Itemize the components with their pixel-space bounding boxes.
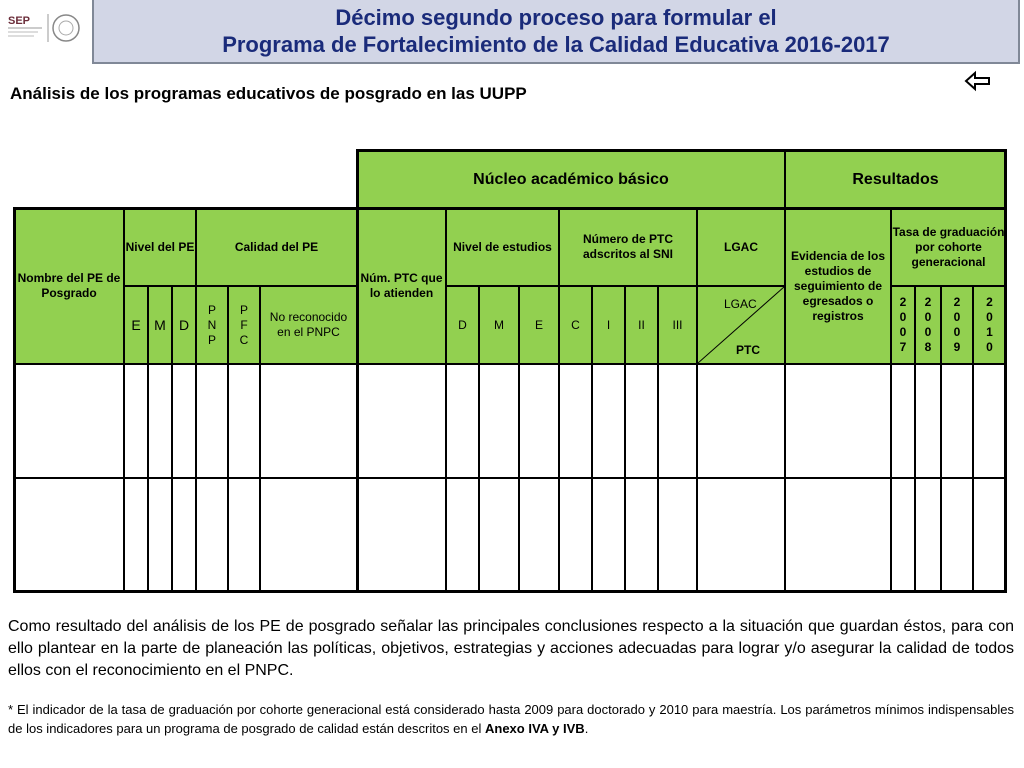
ptc-diagonal-label: PTC: [736, 343, 760, 357]
header-num-ptc: Núm. PTC que lo atienden: [357, 208, 446, 364]
table-cell: [592, 478, 625, 592]
group-nucleo-academico: Núcleo académico básico: [357, 150, 785, 208]
subheader-pfc: P F C: [228, 286, 260, 364]
header-ptc-sni: Número de PTC adscritos al SNI: [559, 208, 697, 286]
subheader-year-2007: 2 0 0 7: [891, 286, 915, 364]
table-cell: [519, 364, 559, 478]
table-cell: [124, 478, 148, 592]
table-cell: [148, 478, 172, 592]
table-cell: [625, 364, 658, 478]
table-cell: [148, 364, 172, 478]
subheader-sni-iii: III: [658, 286, 697, 364]
table-cell: [479, 364, 519, 478]
footnote-annex: Anexo IVA y IVB: [484, 721, 585, 736]
footnote-end: .: [584, 721, 589, 736]
logo-text: SEP: [8, 15, 31, 27]
header-lgac: LGAC: [697, 208, 785, 286]
group-resultados: Resultados: [785, 150, 1006, 208]
subheader-year-2009: 2 0 0 9: [941, 286, 973, 364]
table-cell: [446, 364, 479, 478]
title-banner: [92, 0, 1020, 64]
page-subtitle: Análisis de los programas educativos de posgrado en las UUPP: [10, 84, 527, 103]
subheader-estudios-m: M: [479, 286, 519, 364]
subheader-lgac-ptc: [697, 286, 785, 364]
table-cell: [625, 478, 658, 592]
header-tasa-graduacion: Tasa de graduación por cohorte generacional: [891, 208, 1006, 286]
subheader-estudios-e: E: [519, 286, 559, 364]
subheader-estudios-d: D: [446, 286, 479, 364]
lgac-diagonal-label: LGAC: [724, 297, 757, 311]
table-cell: [891, 364, 915, 478]
header-nivel-estudios: Nivel de estudios: [446, 208, 559, 286]
subheader-no-reconocido: No reconocido en el PNPC: [260, 286, 357, 364]
header-nivel-pe: Nivel del PE: [124, 208, 196, 286]
table-cell: [697, 364, 785, 478]
table-cell: [124, 364, 148, 478]
subheader-year-2010: 2 0 1 0: [973, 286, 1006, 364]
table-cell: [891, 478, 915, 592]
subheader-sni-ii: II: [625, 286, 658, 364]
table-cell: [228, 478, 260, 592]
table-cell: [785, 364, 891, 478]
table-cell: [592, 364, 625, 478]
table-cell: [172, 478, 196, 592]
subheader-nivel-m: M: [148, 286, 172, 364]
table-cell: [941, 364, 973, 478]
conclusion-paragraph: Como resultado del análisis de los PE de posgrado señalar las principales conclusiones respecto a la situación que guardan éstos, para con ello plantear en la parte de planeación las políticas, objetivos, estrategias y acciones adecuadas para lograr y/o asegurar la calidad de todos ellos con el reconocimiento en el PNPC.: [8, 618, 1014, 679]
table-cell: [260, 478, 357, 592]
table-cell: [559, 478, 592, 592]
sep-logo: [4, 8, 90, 48]
subheader-sni-c: C: [559, 286, 592, 364]
table-cell: [785, 478, 891, 592]
footnote-text: * El indicador de la tasa de graduación por cohorte generacional está considerado hasta 2009 para doctorado y 2010 para maestría. Los parámetros mínimos indispensables de los indicadores para un programa de posgrado de calidad están descritos en el: [8, 702, 1014, 736]
subheader-nivel-e: E: [124, 286, 148, 364]
table-cell: [973, 364, 1006, 478]
table-cell: [172, 364, 196, 478]
table-cell: [228, 364, 260, 478]
header-nombre-pe: Nombre del PE de Posgrado: [14, 208, 124, 364]
table-cell: [196, 364, 228, 478]
title-line-2: Programa de Fortalecimiento de la Calidad Educativa 2016-2017: [222, 32, 890, 57]
table-cell: [357, 364, 446, 478]
back-arrow-icon[interactable]: [964, 70, 992, 92]
table-cell: [915, 364, 941, 478]
header-evidencia: Evidencia de los estudios de seguimiento de egresados o registros: [785, 208, 891, 364]
table-cell: [915, 478, 941, 592]
table-cell: [658, 364, 697, 478]
table-cell: [973, 478, 1006, 592]
table-cell: [519, 478, 559, 592]
subheader-year-2008: 2 0 0 8: [915, 286, 941, 364]
subheader-nivel-d: D: [172, 286, 196, 364]
table-cell: [446, 478, 479, 592]
table-cell: [697, 478, 785, 592]
table-cell: [14, 364, 124, 478]
table-cell: [658, 478, 697, 592]
header-calidad-pe: Calidad del PE: [196, 208, 357, 286]
table-cell: [357, 478, 446, 592]
subheader-sni-i: I: [592, 286, 625, 364]
table-cell: [14, 478, 124, 592]
table-cell: [260, 364, 357, 478]
table-cell: [479, 478, 519, 592]
title-line-1: Décimo segundo proceso para formular el: [335, 5, 777, 30]
subheader-pnp: P N P: [196, 286, 228, 364]
footnote: [8, 700, 1014, 738]
table-cell: [941, 478, 973, 592]
table-cell: [196, 478, 228, 592]
table-cell: [559, 364, 592, 478]
